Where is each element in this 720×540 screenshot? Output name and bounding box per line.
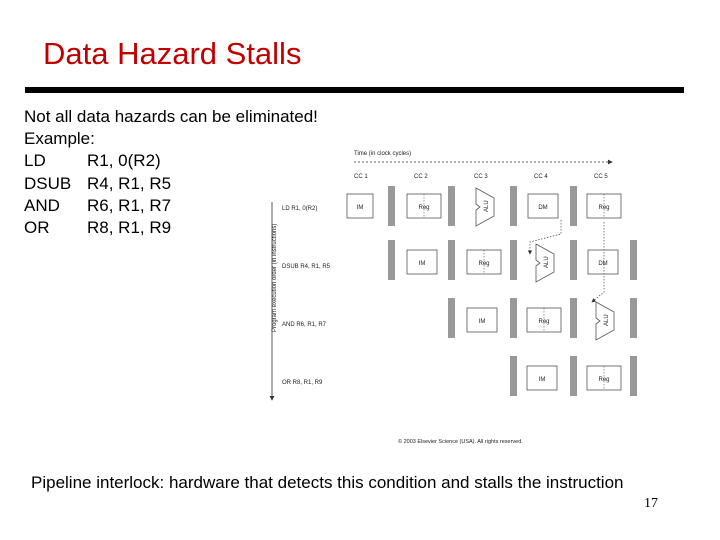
stage-label: IM [418,261,426,267]
instruction-label: DSUB R4, R1, R5 [282,264,331,270]
pipeline-register [388,186,395,226]
program-order-label: Program execution order (in instructions) [272,223,278,332]
pipeline-register [570,240,577,280]
pipeline-register [510,356,517,396]
pipeline-row-dsub [388,240,637,282]
instruction-label: LD R1, 0(R2) [282,206,318,212]
code-operands: R6, R1, R7 [87,195,172,215]
pipeline-register [388,240,395,280]
pipeline-register [570,298,577,338]
stage-label: DM [598,261,608,267]
example-label: Example: [24,129,95,149]
time-axis-label: Time (in clock cycles) [354,151,412,157]
pipeline-register [510,298,517,338]
stage-label: DM [538,205,548,211]
copyright-text: © 2003 Elsevier Science (USA). All rights reserved. [398,439,523,445]
stage-label: Reg [538,319,550,325]
pipeline-register [630,240,637,280]
page-number: 17 [644,496,658,511]
code-operands: R8, R1, R9 [87,218,172,238]
pipeline-row-or [510,356,637,396]
instruction-label: AND R6, R1, R7 [282,322,327,328]
pipeline-register [448,298,455,338]
code-opcode: OR [24,218,50,238]
code-opcode: DSUB [24,173,72,193]
stage-label: Reg [418,205,430,211]
code-operands: R4, R1, R5 [87,173,172,193]
stage-label: ALU [544,256,550,268]
cycle-label: CC 2 [414,174,428,180]
stage-label: IM [538,377,546,383]
pipeline-register [630,356,637,396]
pipeline-diagram [262,142,682,452]
pipeline-register [448,186,455,226]
code-opcode: LD [24,151,46,171]
cycle-label: CC 4 [534,174,548,180]
intro-text: Not all data hazards can be eliminated! [24,107,318,126]
instruction-label: OR R8, R1, R9 [282,380,323,386]
pipeline-row-ld [347,186,621,226]
pipeline-register [510,186,517,226]
pipeline-register [448,240,455,280]
slide-title: Data Hazard Stalls [43,36,302,71]
stage-label: Reg [598,205,610,211]
stage-label: IM [356,205,364,211]
code-operands: R1, 0(R2) [87,151,161,171]
footer-text: Pipeline interlock: hardware that detects this condition and stalls the instruction [31,473,624,492]
stage-label: Reg [598,377,610,383]
cycle-label: CC 5 [594,174,608,180]
cycle-label: CC 3 [474,174,488,180]
pipeline-register [570,186,577,226]
stage-label: ALU [604,314,610,326]
pipeline-register [510,240,517,280]
stage-label: IM [478,319,486,325]
stage-label: Reg [478,261,490,267]
cycle-label: CC 1 [354,174,368,180]
pipeline-register [630,298,637,338]
pipeline-register [570,356,577,396]
code-opcode: AND [24,195,60,215]
pipeline-row-and [448,298,637,340]
title-divider [25,87,684,93]
stage-label: ALU [484,200,490,212]
